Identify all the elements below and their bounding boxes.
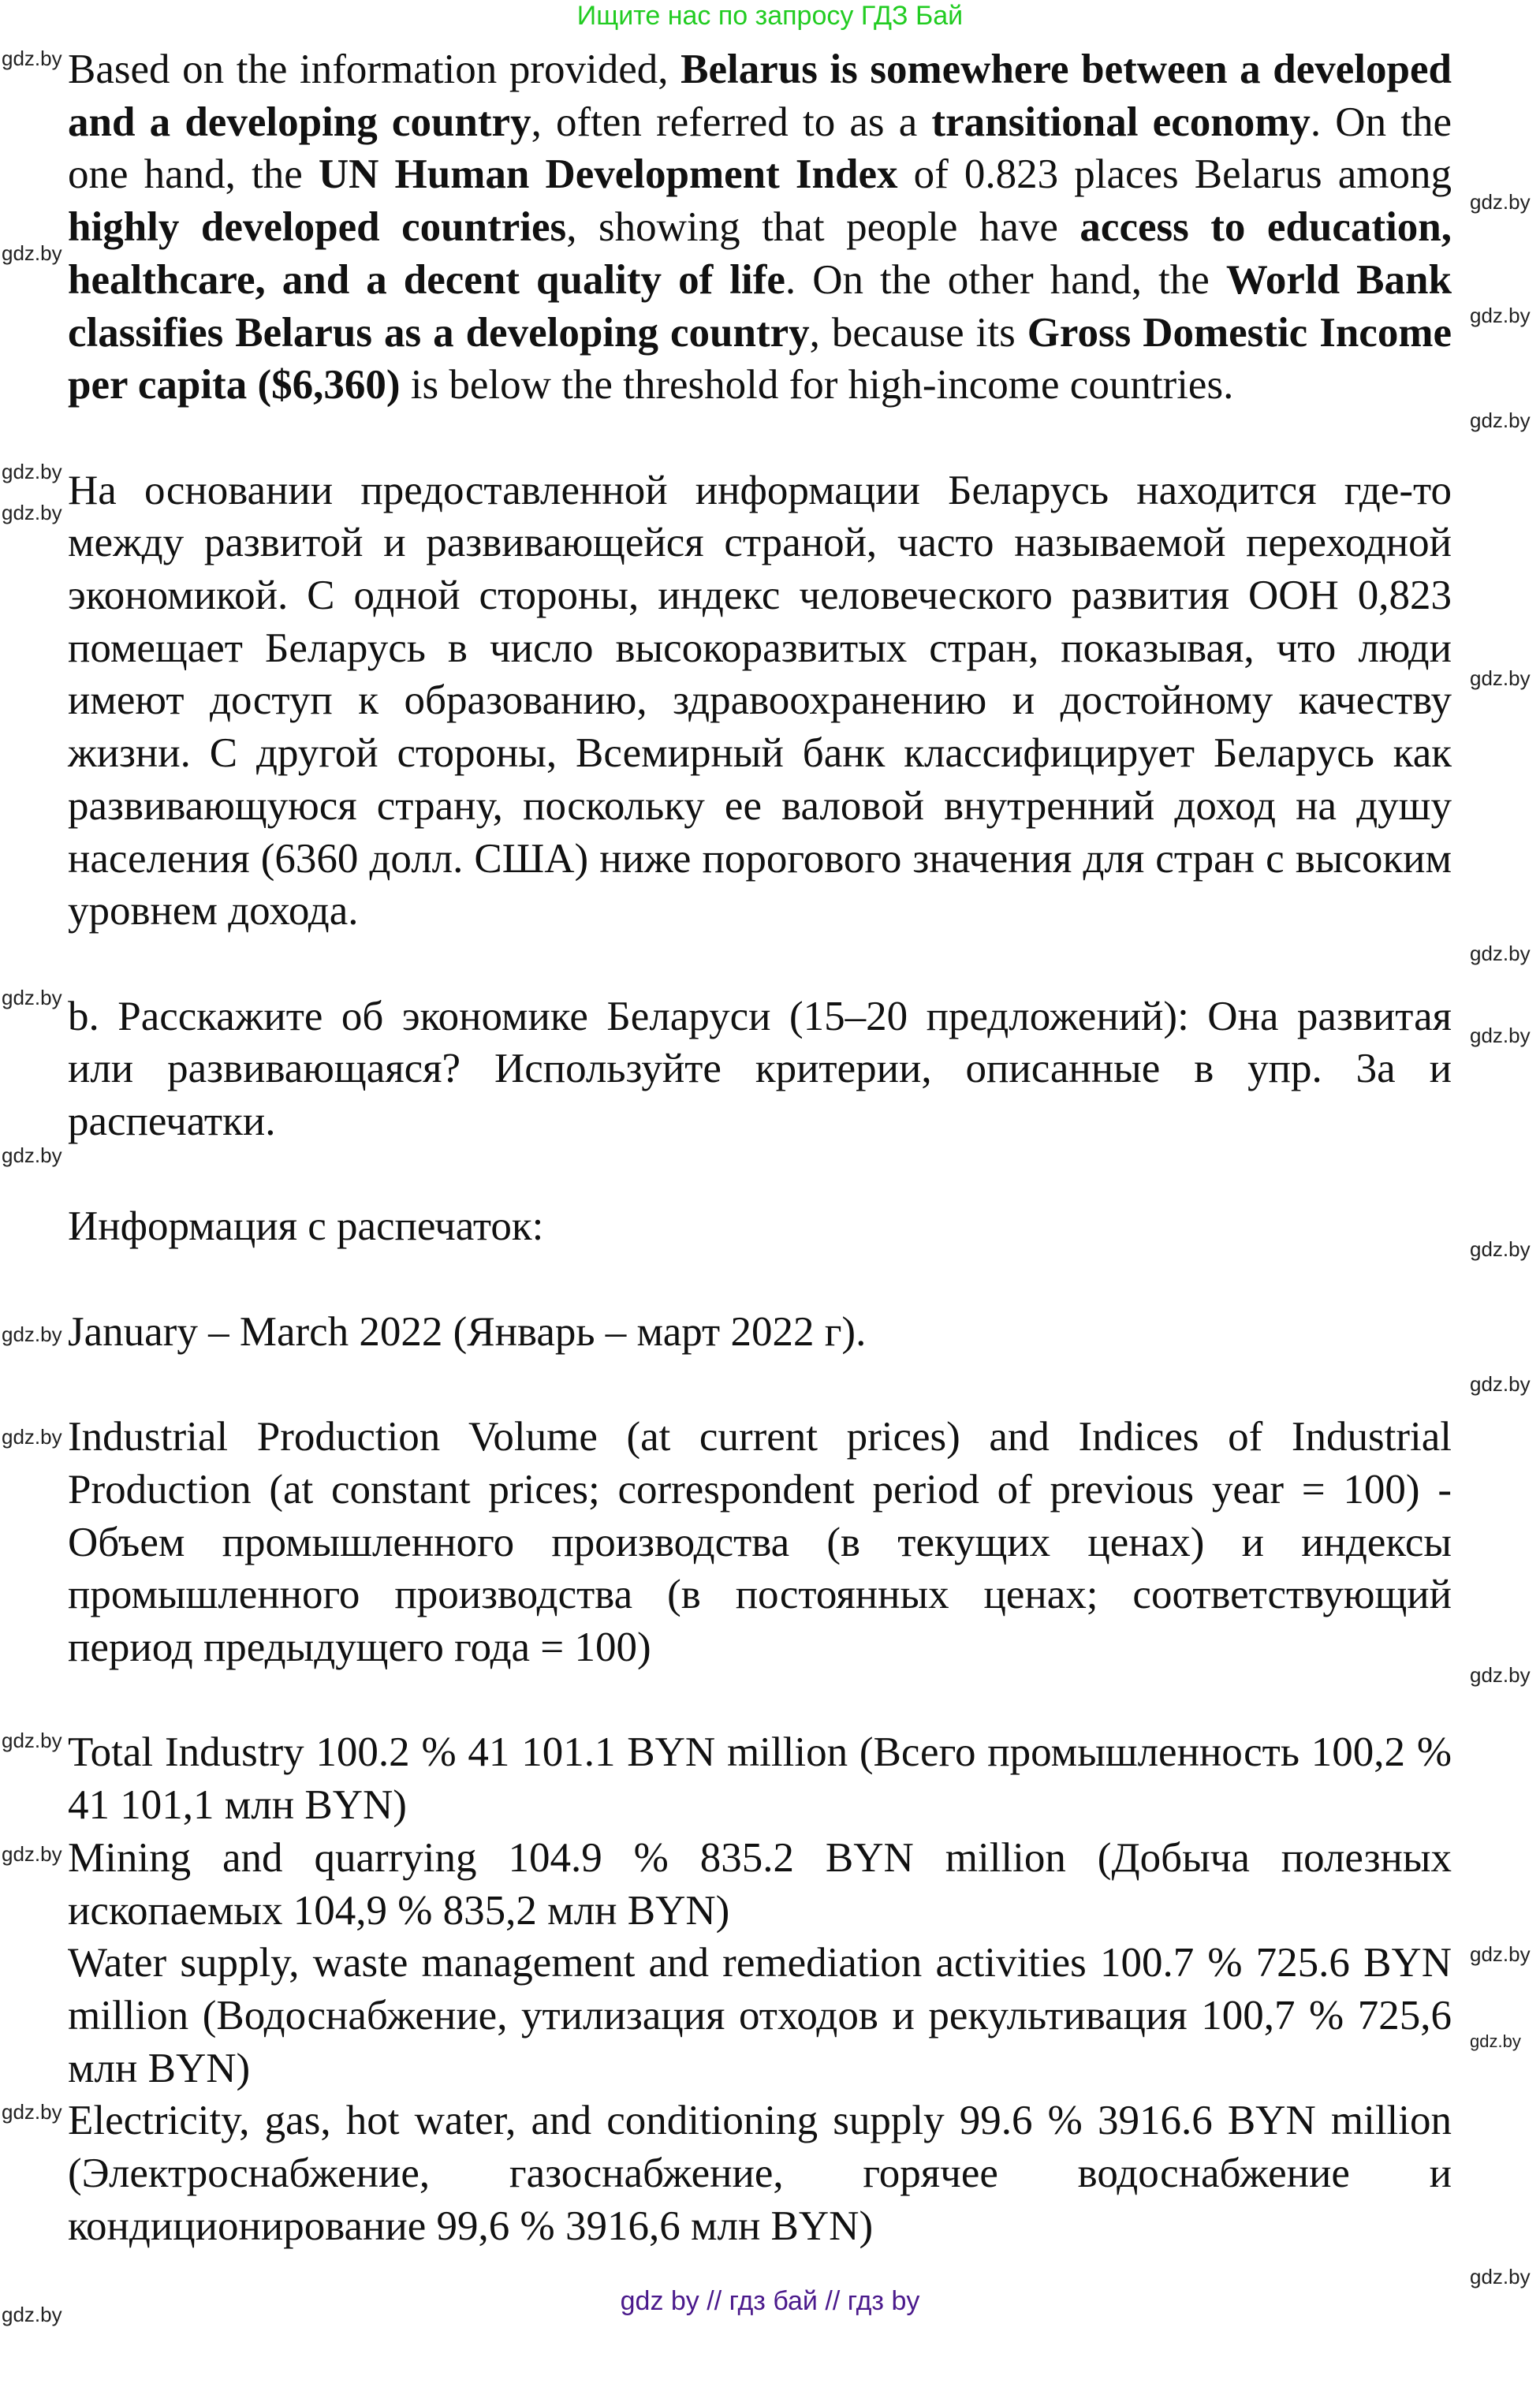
table-title: Industrial Production Volume (at current prices) and Indices of Industrial Production (at constant prices; correspondent period of previous year = 100) - Объем промышленного производства (в текущих ценах) и индексы промышленного производства (в постоянных ценах; соответствующий период предыдущего года = 100) bbox=[68, 1414, 1452, 1671]
bold-segment: Gross Domestic Income per capita ($6,360) bbox=[68, 309, 1452, 408]
watermark: gdz.by bbox=[2, 1729, 62, 1752]
text-segment: , showing that people have bbox=[566, 204, 1080, 251]
watermark: gdz.by bbox=[1470, 2031, 1521, 2051]
search-banner-link[interactable]: Ищите нас по запросу ГДЗ Бай bbox=[576, 1, 964, 31]
task-b: b. Расскажите об экономике Беларуси (15–20 предложений): Она развитая или развивающаяся? Используйте критерии, описанные в упр. 3а и распечатки. bbox=[68, 993, 1452, 1145]
list-item: Total Industry 100.2 % 41 101.1 BYN million (Всего промышленность 100,2 % 41 101,1 млн BYN) bbox=[68, 1729, 1452, 1829]
text-segment: . On the one hand, the bbox=[68, 99, 1452, 198]
watermark: gdz.by bbox=[2, 241, 62, 265]
watermark: gdz.by bbox=[1470, 1663, 1531, 1687]
watermark: gdz.by bbox=[1470, 666, 1531, 690]
info-heading: Информация с распечаток: bbox=[68, 1203, 544, 1250]
watermark: gdz.by bbox=[2, 47, 62, 70]
list-item: Mining and quarrying 104.9 % 835.2 BYN million (Добыча полезных ископаемых 104,9 % 835,2 млн BYN) bbox=[68, 1834, 1452, 1934]
text-segment: is below the threshold for high-income countries. bbox=[400, 362, 1234, 408]
watermark: gdz.by bbox=[1470, 408, 1531, 432]
footer-links[interactable]: gdz by // гдз бай // гдз by bbox=[620, 2286, 920, 2317]
watermark: gdz.by bbox=[2, 460, 62, 483]
text-segment: . On the other hand, the bbox=[785, 256, 1226, 303]
bold-segment: access to education, healthcare, and a decent quality of life bbox=[68, 204, 1452, 303]
watermark: gdz.by bbox=[2, 1322, 62, 1346]
watermark: gdz.by bbox=[1470, 190, 1531, 214]
watermark: gdz.by bbox=[2, 2100, 62, 2124]
list-item: Water supply, waste management and remediation activities 100.7 % 725.6 BYN million (Водоснабжение, утилизация отходов и рекультивация 100,7 % 725,6 млн BYN) bbox=[68, 1940, 1452, 2091]
period: January – March 2022 (Январь – март 2022 г). bbox=[68, 1308, 867, 1355]
watermark: gdz.by bbox=[1470, 1024, 1531, 1047]
bold-segment: UN Human Development Index bbox=[318, 151, 898, 198]
paragraph-english bbox=[68, 43, 1452, 412]
watermark: gdz.by bbox=[1470, 942, 1531, 965]
bold-segment: highly developed countries bbox=[68, 204, 567, 251]
watermark: gdz.by bbox=[1470, 2265, 1531, 2288]
text-segment: Based on the information provided, bbox=[68, 47, 681, 92]
watermark: gdz.by bbox=[1470, 1237, 1531, 1261]
watermark: gdz.by bbox=[2, 501, 62, 524]
watermark: gdz.by bbox=[1470, 1942, 1531, 1966]
bold-segment: World Bank classifies Belarus as a developing country bbox=[68, 256, 1452, 356]
bold-segment: Belarus is somewhere between a developed and a developing country bbox=[68, 47, 1452, 145]
list-item: Electricity, gas, hot water, and conditioning supply 99.6 % 3916.6 BYN million (Электроснабжение, газоснабжение, горячее водоснабжение и кондиционирование 99,6 % 3916,6 млн BYN) bbox=[68, 2098, 1452, 2249]
watermark: gdz.by bbox=[2, 986, 62, 1009]
watermark: gdz.by bbox=[2, 1143, 62, 1167]
text-segment: , because its bbox=[809, 309, 1027, 356]
bold-segment: transitional economy bbox=[931, 99, 1311, 145]
watermark: gdz.by bbox=[2, 2303, 62, 2326]
watermark: gdz.by bbox=[2, 1842, 62, 1866]
text-segment: , often referred to as a bbox=[531, 99, 932, 145]
watermark: gdz.by bbox=[1470, 1372, 1531, 1396]
watermark: gdz.by bbox=[2, 1425, 62, 1449]
document-body bbox=[68, 43, 1452, 2252]
watermark: gdz.by bbox=[1470, 304, 1531, 327]
paragraph-russian: На основании предоставленной информации Беларусь находится где-то между развитой и развивающейся страной, часто называемой переходной экономикой. С одной стороны, индекс человеческого развития ООН 0,823 помещает Беларусь в число высокоразвитых стран, показывая, что люди имеют доступ к образованию, здравоохранению и достойному качеству жизни. С другой стороны, Всемирный банк классифицирует Беларусь как развивающуюся страну, поскольку ее валовой внутренний доход на душу населения (6360 долл. США) ниже порогового значения для стран с высоким уровнем дохода. bbox=[68, 467, 1452, 934]
text-segment: of 0.823 places Belarus among bbox=[897, 151, 1452, 198]
